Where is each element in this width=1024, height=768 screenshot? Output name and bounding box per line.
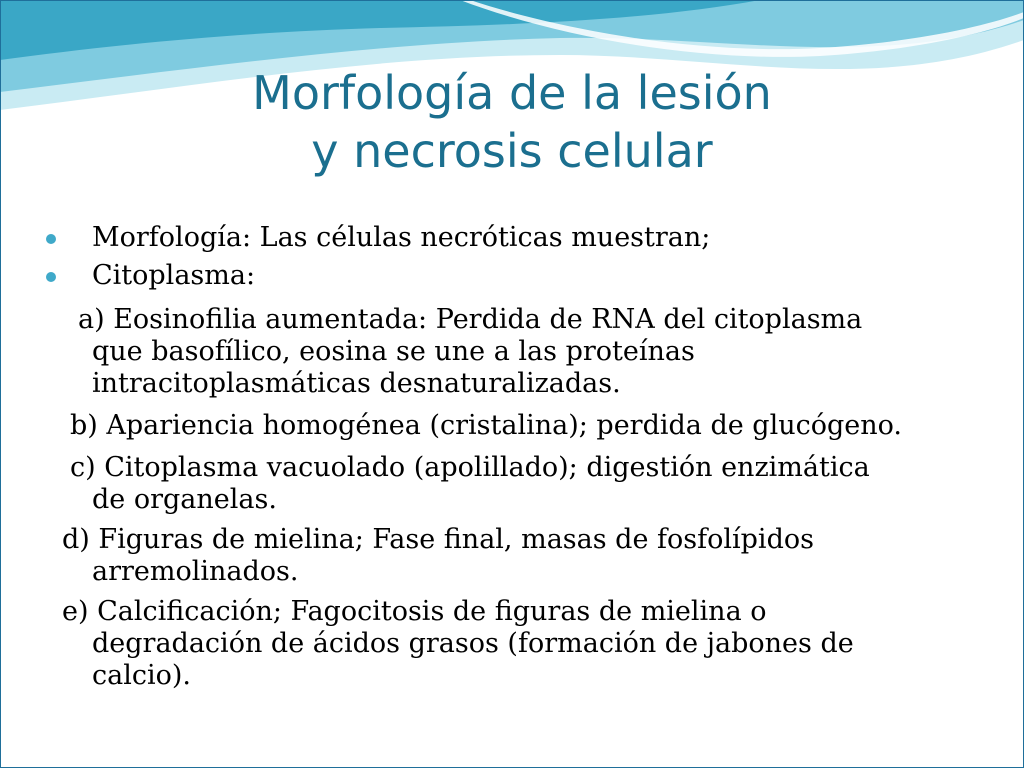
item-line: c) Citoplasma vacuolado (apolillado); digestión enzimática	[70, 452, 870, 483]
item-line: e) Calcificación; Fagocitosis de figuras de mielina o	[62, 596, 767, 627]
item-line: degradación de ácidos grasos (formación de jabones de	[92, 628, 854, 659]
item-line: calcio).	[92, 660, 191, 691]
title-line-1: Morfología de la lesión	[252, 66, 772, 120]
list-item	[78, 304, 862, 400]
item-line: d) Figuras de mielina; Fase final, masas de fosfolípidos	[62, 524, 814, 555]
item-line: a) Eosinofilia aumentada: Perdida de RNA del citoplasma	[78, 304, 863, 335]
bullet-item	[64, 260, 255, 292]
list-item	[70, 410, 902, 442]
list-item	[62, 596, 854, 692]
list-item	[70, 452, 870, 516]
item-line: que basofílico, eosina se une a las proteínas	[92, 336, 695, 367]
bullet-text: Citoplasma:	[92, 260, 256, 291]
page-title	[0, 64, 1024, 180]
bullet-text: Morfología: Las células necróticas muestran;	[92, 222, 711, 253]
item-line: de organelas.	[92, 484, 277, 515]
item-line: arremolinados.	[92, 556, 299, 587]
list-item	[62, 524, 814, 588]
title-line-2: y necrosis celular	[311, 124, 713, 178]
item-line: intracitoplasmáticas desnaturalizadas.	[92, 368, 621, 399]
bullet-item	[64, 222, 710, 254]
item-line: b) Apariencia homogénea (cristalina); perdida de glucógeno.	[70, 410, 903, 441]
